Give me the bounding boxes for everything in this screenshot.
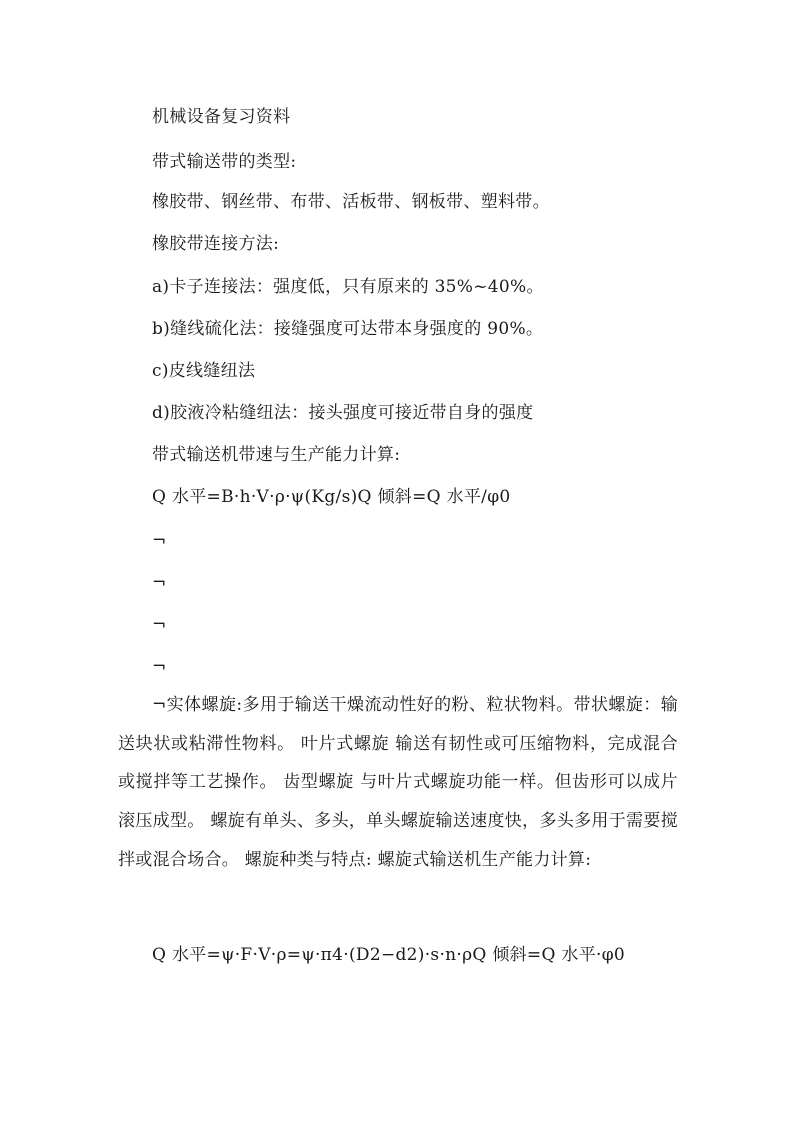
document-title: 机械设备复习资料	[152, 107, 291, 127]
joint-method-d: d)胶液冷粘缝纽法：接头强度可接近带自身的强度	[152, 403, 534, 423]
symbol-line: ¬	[152, 531, 167, 551]
belt-capacity-formula: Q 水平=B·h·V·ρ·ψ(Kg/s)Q 倾斜=Q 水平/φ0	[152, 487, 511, 507]
belt-types-heading: 带式输送带的类型:	[152, 152, 297, 172]
joint-method-a: a)卡子连接法：强度低，只有原来的 35%~40%。	[152, 277, 544, 297]
belt-speed-heading: 带式输送机带速与生产能力计算:	[152, 445, 401, 465]
rubber-joint-heading: 橡胶带连接方法:	[152, 234, 280, 254]
symbol-line: ¬	[152, 657, 167, 677]
joint-method-b: b)缝线硫化法：接缝强度可达带本身强度的 90%。	[152, 319, 544, 339]
symbol-line: ¬	[152, 573, 167, 593]
belt-types-list: 橡胶带、钢丝带、布带、活板带、钢板带、塑料带。	[152, 192, 550, 212]
screw-types-paragraph: ¬实体螺旋:多用于输送干燥流动性好的粉、粒状物料。带状螺旋：输送块状或粘滞性物料。 叶片式螺旋 输送有韧性或可压缩物料，完成混合或搅拌等工艺操作。 齿型螺旋 与叶片式螺旋功能一样。但齿形可以成片滚压成型。 螺旋有单头、多头，单头螺旋输送速度快，多头多用于需要搅拌或混合场合。 螺旋种类与特点: 螺旋式输送机生产能力计算:	[118, 695, 678, 870]
symbol-line: ¬	[152, 615, 167, 635]
screw-capacity-formula: Q 水平=ψ·F·V·ρ=ψ·π4·(D2−d2)·s·n·ρQ 倾斜=Q 水平·φ0	[152, 945, 626, 965]
joint-method-c: c)皮线缝纽法	[152, 361, 256, 381]
